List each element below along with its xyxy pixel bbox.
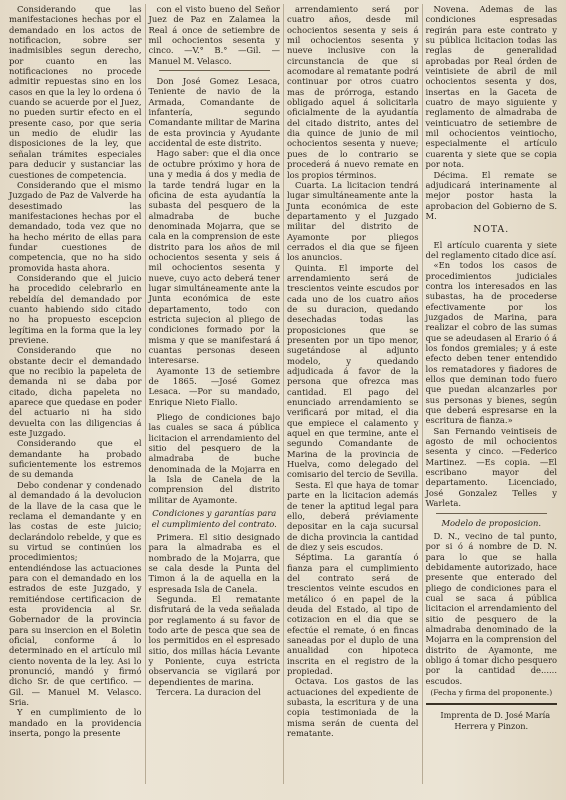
paragraph: Considerando que el mismo Juzgado de Paz de Valverde ha desestimado las manifestaciones hechas por el demandado, toda vez que no ha hecho mérito de ellas para fundar cuestiones de competencia, que no ha sido promovida hasta ahora.	[9, 179, 142, 273]
divider	[436, 513, 548, 514]
paragraph: El artículo cuarenta y siete del reglamento citado dice así.	[425, 239, 557, 260]
section-heading: Condiciones y garantías para el cumplimiento del contrato.	[151, 508, 277, 529]
paragraph: Primera. El sitio designado para la almadraba es el nombrado de la Mojarra, que se cala desde la Punta del Timon á la de aquella en la espresada Isla de Canela.	[148, 531, 280, 594]
column-2	[145, 4, 284, 784]
paragraph: Décima. El remate se adjudicará interinamente al mejor postor hasta la aprobacion del Gobierno de S. M.	[425, 169, 557, 221]
paragraph: arrendamiento será por cuatro años, desde mil ochocientos sesenta y seis á mil ochocientos sesenta y nueve inclusive con la circunstancia de que si acomodare al rematante podrá continuar por otros cuatro mas de prórroga, estando obligado aquel á solicitarla oficialmente de la ayudantía del citado distrito, antes del dia quince de junio de mil ochocientos sesenta y nueve; pues de lo contrario se procederá á nuevo remate en los propios términos.	[287, 4, 419, 180]
paragraph: Considerando que no obstante decir el demandado que no recibio la papeleta de demanda ni se daba por citado, dicha papeleta no aparece que quedase en poder del actuario ni ha sido devuelta con las diligencias á este Juzgado.	[9, 345, 142, 439]
paragraph: Cuarta. La licitacion tendrá lugar simultáneamente ante la Junta económica de este departamento y el Juzgado militar del distrito de Ayamonte por pliegos cerrados el dia que se fijeen los anuncios.	[287, 179, 419, 263]
paragraph: Considerando que las manifestaciones hechas por el demandado en los actos de notificacion, sobre ser inadmisibles segun derecho, por cuanto en las notificaciones no procede admitir repuestas sino en los casos en que la ley lo ordena ó cuando se acuerde por el Juez, no pueden surtir efecto en el presente caso, por que seria un medio de eludir las disposiciones de la ley, que señalan trámites especiales para deducir y sustanciar las cuestiones de competencia.	[9, 4, 142, 180]
columns	[6, 4, 560, 784]
column-3	[283, 4, 422, 784]
paragraph: Y en cumplimiento de lo mandado en la providencia inserta, pongo la presente	[9, 707, 142, 739]
nota-heading: NOTA.	[473, 224, 510, 236]
paragraph: Considerando que el demandante ha probado suficientemente los estremos de su demanda	[9, 438, 142, 480]
paragraph: San Fernando veintiseis de agosto de mil ochocientos sesenta y cinco. —Federico Martinez. —Es copia. —El escribano mayor del departamento. Licenciado, José Gonzalez Telles y Warleta.	[425, 425, 557, 509]
signature-note: (Fecha y firma del proponente.)	[430, 688, 553, 697]
paragraph: Ayamonte 13 de setiembre de 1865. —José Gomez Lesaca. —Por su mandado, Enrique Nieto Fiallo.	[148, 365, 280, 407]
paragraph: Considerando que el juicio ha procedido celebrarlo en rebeldía del demandado por cuanto habiendo sido citado no ha propuesto escepcion legítima en la forma que la ley previene.	[9, 272, 142, 345]
paragraph: con el visto bueno del Señor Juez de Paz en Zalamea la Real á once de setiembre de mil ochocientos sesenta y cinco. —V.° B.° —Gil. —Manuel M. Velasco.	[148, 4, 280, 66]
paragraph: D. N., vecino de tal punto, por si ó á nombre de D. N. para lo que se halla debidamente autorizado, hace presente que enterado del pliego de condiciones para el cual se saca á pública licitacion el arrendamiento del sitio de pesquero de la almadraba denominado de la Mojarra en la comprension del distrito de Ayamonte, me obligo á tomar dicho pesquero por la cantidad de...... escudos.	[425, 530, 557, 686]
paragraph: Segunda. El rematante disfrutará de la veda señalada por reglamento á su favor de todo arte de pesca que sea de los permitidos en el espresado sitio, dos millas hácia Levante y Poniente, cuya estricta observancia se vigilará por dependientes de marina.	[148, 593, 280, 687]
paragraph: Pliego de condiciones bajo las cuales se saca á pública licitacion el arrendamiento del sitio del pesquero de la almadraba de buche denominada de la Mojarra en la Isla de Canela de la comprension del distrito militar de Ayamonte.	[148, 412, 280, 505]
column-1	[6, 4, 145, 784]
paragraph: Tercera. La duracion del	[156, 687, 261, 697]
paragraph: Quinta. El importe del arrendamiento será de trescientos veinte escudos por cada uno de los cuatro años de su duracion, quedando desechadas todas las proposiciones que se presenten por un tipo menor, sugetándose al adjunto modelo, y quedando adjudicada á favor de la persona que ofrezca mas cantidad. El pago del enunciado arrendamiento se verificará por mitad, el dia que empiece el calamento y aquel en que termine, ante el segundo Comandante de Marina de la provincia de Huelva, como delegado del comisario del tercio de Sevilla.	[287, 262, 419, 480]
paragraph: Novena. Ademas de las condiciones espresadas regirán para este contrato y su pública licitacion todas las reglas de generalidad aprobadas por Real órden de veintisiete de abril de mil ochocientos sesenta y dos, insertas en la Gaceta de cuatro de mayo siguiente y reglamento de almadraba de veinticuatro de setiembre de mil ochocientos veintiocho, especialmente el artículo cuarenta y siete que se copia por nota.	[425, 4, 557, 170]
paragraph: Debo condenar y condenado al demandado á la devolucion de la llave de la casa que le reclama el demandante y en las costas de este juicio; declarándolo rebelde, y que es su virtud se continúen los procedimientos; entendiéndose las actuaciones para con el demandado en los estrados de este Juzgado, y remitiéndose certificacion de esta providencia al Sr. Gobernador de la provincia para su insercion en el Boletin oficial, conforme á lo determinado en el artículo mil ciento noventa de la ley. Asi lo pronunció, mandó y firmó dicho Sr. de que certifico. — Gil. — Manuel M. Velasco. Sria.	[9, 479, 142, 708]
printer-imprint: Imprenta de D. José María Herrera y Pinzon.	[440, 710, 551, 731]
thick-divider	[426, 703, 558, 705]
paragraph: Octava. Los gastos de las actuaciones del expediente de subasta, la escritura y de una copia testimoniada de la misma serán de cuenta del rematante.	[287, 676, 419, 739]
column-4	[422, 4, 561, 784]
paragraph: Don José Gomez Lesaca, Teniente de navio de la Armada, Comandante de infantería, segundo Comandante militar de Marina de esta provincia y Ayudante accidental de este distrito.	[148, 76, 280, 149]
modelo-heading: Modelo de proposicion.	[441, 517, 542, 528]
paragraph: Sesta. El que haya de tomar parte en la licitacion además de tener la aptitud legal para ello, deberá préviamente depositar en la caja sucursal de dicha provincia la cantidad de diez y seis escudos.	[287, 479, 419, 552]
divider	[159, 70, 271, 71]
paragraph: «En todos los casos de procedimientos judiciales contra los interesados en las subastas, ha de procederse efectivamente por los juzgados de Marina, para realizar el cobro de las sumas que se adeudasen al Erario ó á los fondos gremiales; y á este efecto deben tener entendido los rematadores y fiadores de ellos que deminan todo fuero que puedan alcanzarles por sus personas y bienes, según que deberá espresarse en la escritura de fianza.»	[425, 260, 557, 426]
paragraph: Hago saber: que el dia once de octubre próximo y hora de una y media á dos y media de la tarde tendrá lugar en la oficina de esta ayudantía la subasta del pesquero de la almadraba de buche denominada Mojarra, que se cala en la comprension de este distrito para los años de mil ochocientos sesenta y seis á mil ochocientos sesenta y nueve, cuyo acto deberá tener lugar simultáneamente ante la Junta económica de este departamento, todo con estricta sujecion al pliego de condiciones formado por la misma y que se manifestará á cuantas personas deseen interesarse.	[148, 148, 280, 366]
paragraph: Séptima. La garantía ó fianza para el cumplimiento del contrato será de trescientos veinte escudos en metálico ó en papel de la deuda del Estado, al tipo de cotizacion en el dia que se efectúe el remate, ó en fincas saneadas por el duplo de una anualidad con hipoteca inscrita en el registro de la propiedad.	[287, 552, 419, 676]
